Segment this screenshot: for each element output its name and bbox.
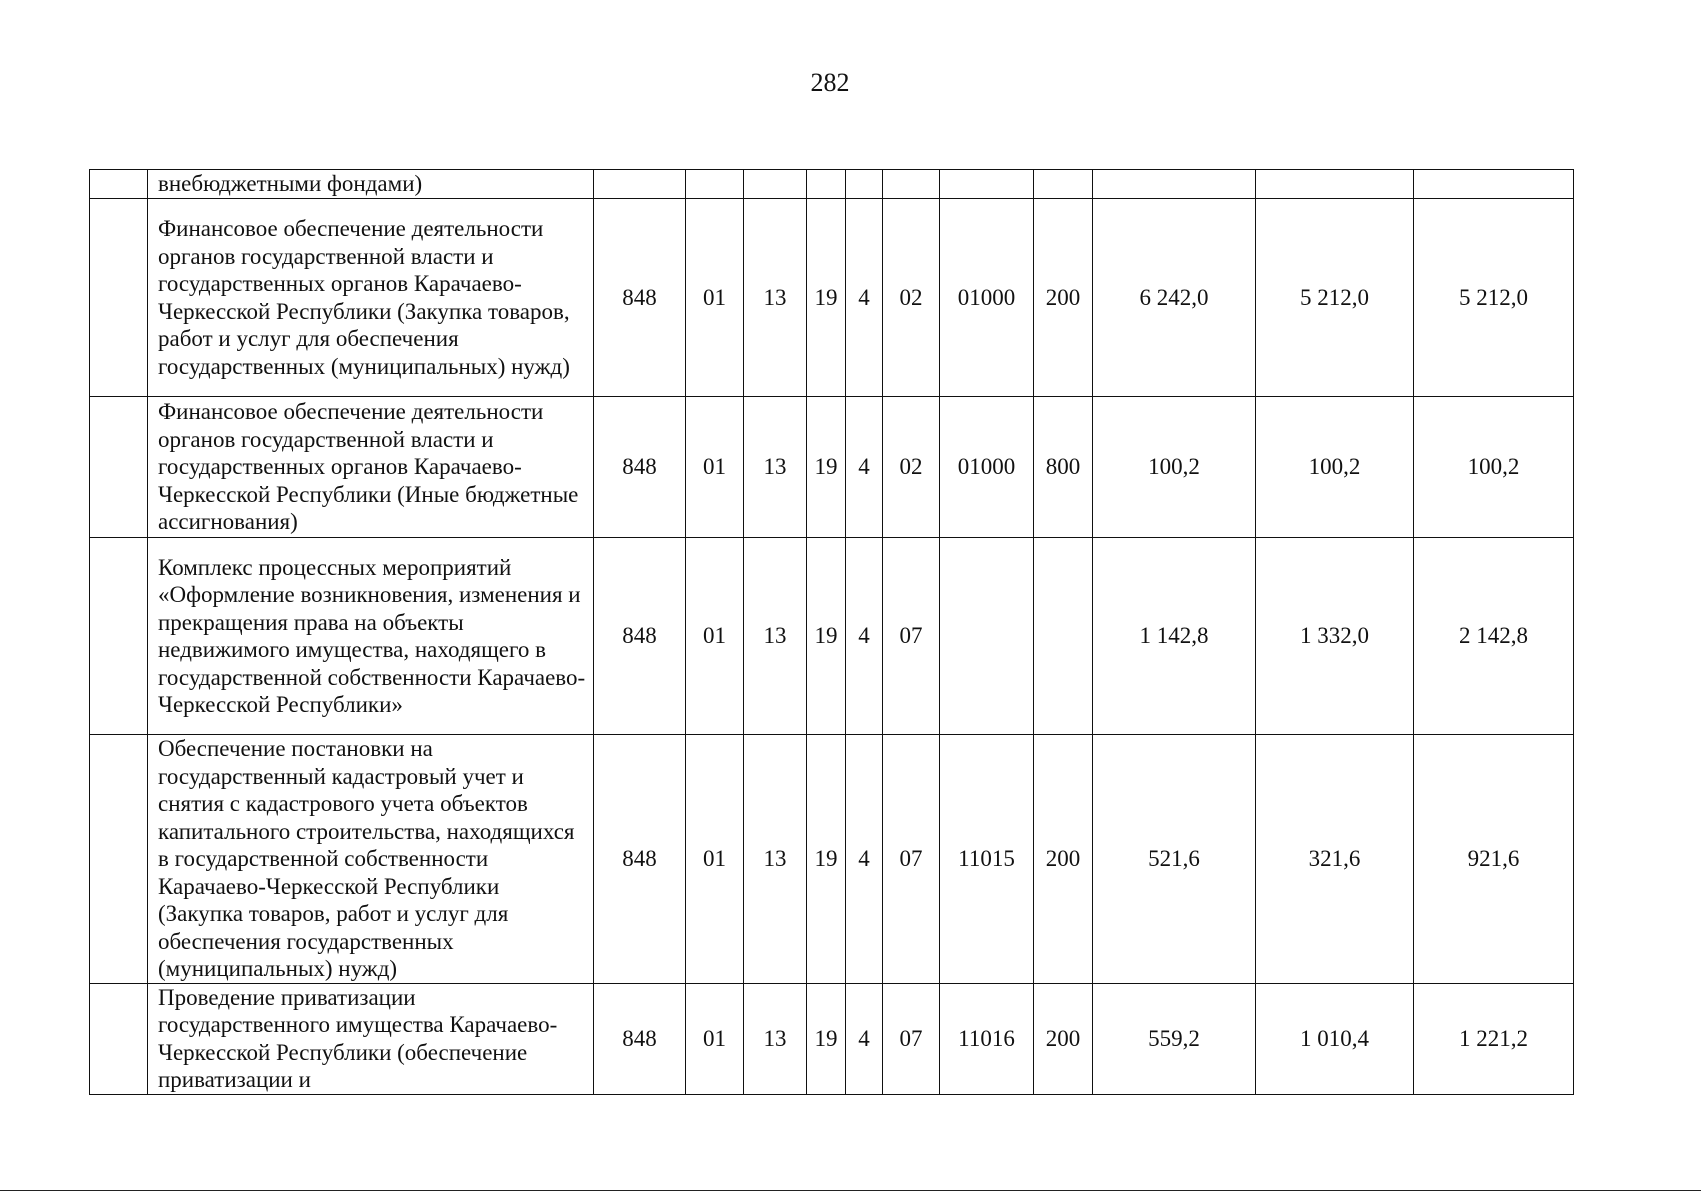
program-code-cell: 19 [807, 538, 846, 735]
sum-cell-3: 5 212,0 [1414, 199, 1574, 397]
program-type-cell [846, 170, 883, 199]
subsection-code-cell: 13 [744, 199, 807, 397]
table-row [90, 170, 1574, 199]
program-code-cell: 19 [807, 199, 846, 397]
expense-type-cell: 200 [1034, 983, 1093, 1094]
sum-cell-1: 100,2 [1093, 397, 1256, 538]
subprogram-code-cell: 07 [883, 983, 940, 1094]
budget-table [89, 169, 1574, 1095]
ministry-code-cell [594, 170, 686, 199]
expense-type-cell: 200 [1034, 735, 1093, 984]
sum-cell-1: 1 142,8 [1093, 538, 1256, 735]
sum-cell-3: 921,6 [1414, 735, 1574, 984]
section-code-cell: 01 [686, 983, 744, 1094]
program-type-cell: 4 [846, 538, 883, 735]
ministry-code-cell: 848 [594, 735, 686, 984]
sum-cell-3: 1 221,2 [1414, 983, 1574, 1094]
program-type-cell: 4 [846, 397, 883, 538]
direction-code-cell: 11016 [940, 983, 1034, 1094]
expense-type-cell: 800 [1034, 397, 1093, 538]
table-row [90, 199, 1574, 397]
section-code-cell: 01 [686, 735, 744, 984]
item-name-cell: внебюджетными фондами) [148, 170, 594, 199]
row-number-cell [90, 199, 148, 397]
program-code-cell [807, 170, 846, 199]
item-name-cell: Финансовое обеспечение деятельности органов государственной власти и государственных органов Карачаево-Черкесской Республики (Закупка товаров, работ и услуг для обеспечения государственных (муниципальных) нужд) [148, 199, 594, 397]
program-code-cell: 19 [807, 983, 846, 1094]
expense-type-cell [1034, 538, 1093, 735]
sum-cell-1: 6 242,0 [1093, 199, 1256, 397]
page-number: 282 [810, 68, 850, 97]
program-code-cell: 19 [807, 397, 846, 538]
ministry-code-cell: 848 [594, 538, 686, 735]
ministry-code-cell: 848 [594, 397, 686, 538]
subprogram-code-cell: 02 [883, 397, 940, 538]
ministry-code-cell: 848 [594, 199, 686, 397]
subsection-code-cell: 13 [744, 538, 807, 735]
subprogram-code-cell: 07 [883, 538, 940, 735]
subprogram-code-cell: 02 [883, 199, 940, 397]
ministry-code-cell: 848 [594, 983, 686, 1094]
direction-code-cell [940, 170, 1034, 199]
expense-type-cell [1034, 170, 1093, 199]
sum-cell-2 [1256, 170, 1414, 199]
row-number-cell [90, 170, 148, 199]
subsection-code-cell: 13 [744, 735, 807, 984]
direction-code-cell [940, 538, 1034, 735]
sum-cell-3: 100,2 [1414, 397, 1574, 538]
sum-cell-2: 321,6 [1256, 735, 1414, 984]
subsection-code-cell: 13 [744, 983, 807, 1094]
table-row [90, 397, 1574, 538]
program-type-cell: 4 [846, 983, 883, 1094]
item-name-cell: Обеспечение постановки на государственный кадастровый учет и снятия с кадастрового учета объектов капитального строительства, находящихся в государственной собственности Карачаево-Черкесской Республики (Закупка товаров, работ и услуг для обеспечения государственных (муниципальных) нужд) [148, 735, 594, 984]
row-number-cell [90, 735, 148, 984]
direction-code-cell: 01000 [940, 397, 1034, 538]
program-type-cell: 4 [846, 199, 883, 397]
direction-code-cell: 01000 [940, 199, 1034, 397]
section-code-cell [686, 170, 744, 199]
item-name-cell: Комплекс процессных мероприятий «Оформление возникновения, изменения и прекращения права на объекты недвижимого имущества, находящего в государственной собственности Карачаево-Черкесской Республики» [148, 538, 594, 735]
section-code-cell: 01 [686, 199, 744, 397]
page-bottom-rule [0, 1190, 1701, 1191]
sum-cell-1: 559,2 [1093, 983, 1256, 1094]
row-number-cell [90, 397, 148, 538]
subsection-code-cell [744, 170, 807, 199]
table-row [90, 538, 1574, 735]
direction-code-cell: 11015 [940, 735, 1034, 984]
sum-cell-2: 1 010,4 [1256, 983, 1414, 1094]
subprogram-code-cell [883, 170, 940, 199]
subprogram-code-cell: 07 [883, 735, 940, 984]
item-name-cell: Финансовое обеспечение деятельности органов государственной власти и государственных органов Карачаево-Черкесской Республики (Иные бюджетные ассигнования) [148, 397, 594, 538]
subsection-code-cell: 13 [744, 397, 807, 538]
expense-type-cell: 200 [1034, 199, 1093, 397]
table-row [90, 983, 1574, 1094]
sum-cell-1 [1093, 170, 1256, 199]
program-type-cell: 4 [846, 735, 883, 984]
row-number-cell [90, 538, 148, 735]
row-number-cell [90, 983, 148, 1094]
sum-cell-1: 521,6 [1093, 735, 1256, 984]
item-name-cell: Проведение приватизации государственного имущества Карачаево-Черкесской Республики (обеспечение приватизации и [148, 983, 594, 1094]
sum-cell-3 [1414, 170, 1574, 199]
sum-cell-3: 2 142,8 [1414, 538, 1574, 735]
program-code-cell: 19 [807, 735, 846, 984]
sum-cell-2: 5 212,0 [1256, 199, 1414, 397]
section-code-cell: 01 [686, 538, 744, 735]
section-code-cell: 01 [686, 397, 744, 538]
table-row [90, 735, 1574, 984]
sum-cell-2: 1 332,0 [1256, 538, 1414, 735]
sum-cell-2: 100,2 [1256, 397, 1414, 538]
